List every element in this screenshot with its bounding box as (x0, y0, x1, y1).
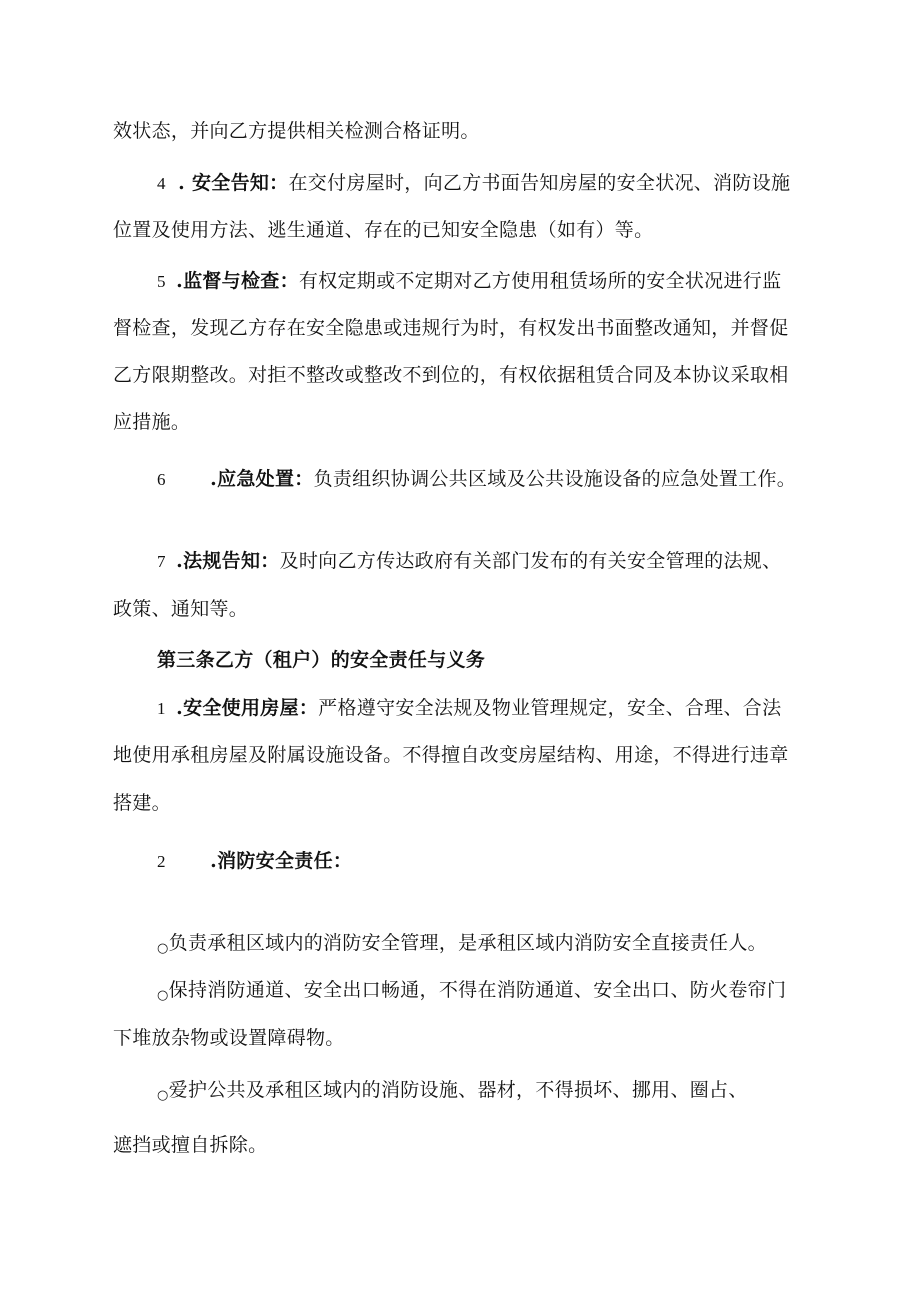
clause-number: 5 (157, 272, 166, 291)
clause-text: 位置及使用方法、逃生通道、存在的已知安全隐患（如有）等。 (113, 219, 654, 241)
clause-text: 搭建。 (113, 792, 171, 814)
bullet-text: 负责承租区域内的消防安全管理，是承租区域内消防安全直接责任人。 (168, 932, 767, 954)
clause-text: 有权定期或不定期对乙方使用租赁场所的安全状况进行监 (298, 270, 782, 292)
clause-text: 乙方限期整改。对拒不整改或整改不到位的，有权依据租赁合同及本协议采取相 (113, 364, 789, 386)
clause-4-line-1 (157, 170, 790, 197)
clause-text: 负责组织协调公共区域及公共设施设备的应急处置工作。 (313, 468, 797, 490)
clause-text: 及时向乙方传达政府有关部门发布的有关安全管理的法规、 (279, 550, 782, 572)
bullet-circle-icon: ○ (157, 1088, 169, 1103)
clause-text: 在交付房屋时，向乙方书面告知房屋的安全状况、消防设施 (288, 172, 791, 194)
bullet-item-3-line-2 (113, 1132, 267, 1158)
clause-title: .安全使用房屋： (176, 697, 319, 719)
section-heading (157, 647, 485, 673)
clause-text: 督检查，发现乙方存在安全隐患或违规行为时，有权发出书面整改通知，并督促 (113, 317, 789, 339)
bullet-text: 遮挡或擅自拆除。 (113, 1134, 268, 1156)
clause-7-line-2 (113, 596, 248, 622)
paragraph-text: 效状态，并向乙方提供相关检测合格证明。 (113, 120, 480, 142)
clause-number: 6 (157, 470, 166, 489)
clause-number: 4 (157, 174, 166, 193)
clause-text: 应措施。 (113, 411, 191, 433)
clause-5-line-1 (157, 268, 781, 295)
clause-7-line-1 (157, 548, 781, 575)
clause-4-line-2 (113, 217, 653, 243)
bullet-text: 下堆放杂物或设置障碍物。 (113, 1027, 345, 1049)
clause-q1-line-2 (113, 742, 789, 768)
clause-q1-line-3 (113, 790, 171, 816)
clause-number: 7 (157, 552, 166, 571)
clause-5-line-4 (113, 409, 190, 435)
section-title: 第三条乙方（租户）的安全责任与义务 (157, 649, 486, 671)
clause-title: . 安全告知： (178, 172, 289, 194)
clause-number: 2 (157, 852, 166, 871)
clause-title: .法规告知： (176, 550, 280, 572)
bullet-circle-icon: ○ (157, 941, 169, 956)
clause-q2-line-1 (157, 848, 352, 875)
clause-6-line-1 (157, 466, 796, 493)
clause-5-line-2 (113, 315, 789, 341)
bullet-item-2-line-1 (157, 977, 786, 1009)
bullet-item-1 (157, 930, 767, 962)
bullet-text: 爱护公共及承租区域内的消防设施、器材，不得损坏、挪用、圈占、 (168, 1079, 748, 1101)
clause-5-line-3 (113, 362, 789, 388)
clause-title: .应急处置： (210, 468, 314, 490)
bullet-item-2-line-2 (113, 1025, 345, 1051)
clause-text: 政策、通知等。 (113, 598, 249, 620)
clause-title: .消防安全责任： (210, 850, 353, 872)
clause-number: 1 (157, 699, 166, 718)
clause-text: 严格遵守安全法规及物业管理规定，安全、合理、合法 (318, 697, 782, 719)
clause-title: .监督与检查： (176, 270, 299, 292)
bullet-text: 保持消防通道、安全出口畅通，不得在消防通道、安全出口、防火卷帘门 (168, 979, 787, 1001)
bullet-circle-icon: ○ (157, 988, 169, 1003)
bullet-item-3-line-1 (157, 1077, 748, 1109)
clause-text: 地使用承租房屋及附属设施设备。不得擅自改变房屋结构、用途，不得进行违章 (113, 744, 789, 766)
text-line (113, 118, 480, 144)
clause-q1-line-1 (157, 695, 781, 722)
